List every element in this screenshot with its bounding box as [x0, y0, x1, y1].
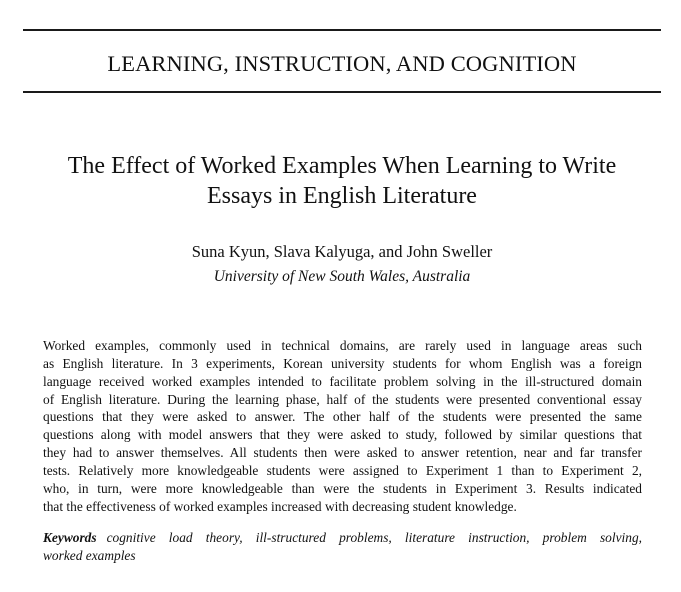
keywords-text-1: cognitive load theory, ill-structured problems, literature instruction, problem solving, [106, 530, 642, 545]
top-rule [23, 29, 661, 31]
abstract-line: questions that they were asked to answer. The other half of the students were presented the same [43, 409, 642, 425]
abstract-line: tests. Relatively more knowledgeable students were assigned to Experiment 1 than to Experiment 2, [43, 462, 642, 478]
keywords-text-2: worked examples [43, 547, 136, 563]
article-title-line-1: The Effect of Worked Examples When Learning to Write [67, 153, 617, 179]
abstract-line: as English literature. In 3 experiments, Korean university students for whom English was a foreign [43, 355, 642, 371]
abstract-line: who, in turn, were more knowledgeable than were the students in Experiment 3. Results indicated [43, 480, 642, 496]
bottom-rule [23, 91, 661, 93]
abstract-line: that the effectiveness of worked examples increased with decreasing student knowledge. [43, 498, 517, 514]
abstract [43, 337, 642, 515]
article-title [23, 151, 661, 211]
abstract-line: of English literature. During the learning phase, half of the students were presented conventional essay [43, 391, 642, 407]
article-title-line-2: Essays in English Literature [207, 183, 477, 209]
author-affiliation: University of New South Wales, Australia [213, 268, 471, 285]
author-list: Suna Kyun, Slava Kalyuga, and John Sweller [191, 242, 493, 261]
abstract-line: language received worked examples intended to facilitate problem solving in the ill-structured domain [43, 373, 642, 389]
abstract-line: questions along with model answers that they were asked to study, followed by similar questions that [43, 427, 642, 443]
keywords-line-1 [43, 529, 642, 547]
keywords-block [43, 529, 642, 565]
journal-section-header: LEARNING, INSTRUCTION, AND COGNITION [107, 51, 577, 76]
keywords-label: Keywords [43, 530, 97, 545]
abstract-line: Worked examples, commonly used in technical domains, are rarely used in language areas such [43, 338, 642, 353]
abstract-line: they had to answer themselves. All students then were asked to answer retention, near and far transfer [43, 445, 642, 461]
